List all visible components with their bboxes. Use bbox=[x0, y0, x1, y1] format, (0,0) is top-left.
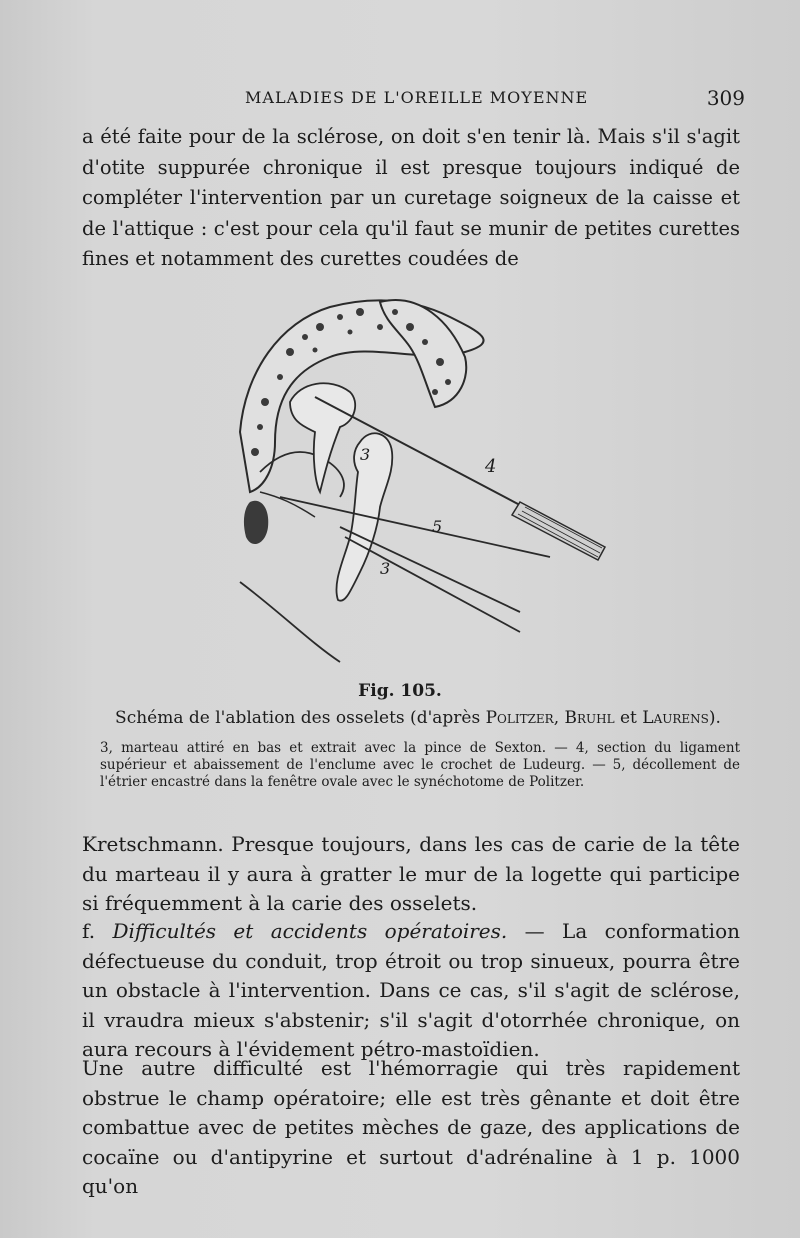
page-number: 309 bbox=[706, 86, 745, 110]
paragraph-3-lead: f. bbox=[82, 919, 113, 943]
caption-sep-2: et bbox=[614, 708, 643, 728]
paragraph-3 bbox=[82, 917, 740, 1065]
bone-fragment bbox=[244, 501, 268, 544]
caption-prefix: Schéma de l'ablation des osselets (d'après bbox=[115, 708, 486, 728]
caption-author-politzer: Politzer bbox=[485, 708, 554, 728]
figure-label-3-top: 3 bbox=[360, 445, 371, 464]
incus bbox=[290, 383, 355, 492]
figure-label-4: 4 bbox=[485, 456, 497, 477]
paragraph-4: Une autre difficulté est l'hémorragie qui très rapidement obstrue le champ opératoire; elle est très gênante et doit être combattue avec de petites mèches de gaze, des applications de cocaïne ou d'antipyrine et surtout d'adrénaline à 1 p. 1000 qu'on bbox=[82, 1056, 740, 1198]
figure-label-5: 5 bbox=[432, 517, 443, 536]
instrument-forceps-b bbox=[345, 537, 520, 632]
instrument-synechotome bbox=[280, 497, 550, 557]
canal-floor bbox=[240, 582, 340, 662]
membrane bbox=[260, 492, 315, 517]
figure-label-3-bottom: 3 bbox=[380, 559, 391, 578]
paragraph-3-body: — La conformation défectueuse du conduit, trop étroit ou trop sinueux, pourra être un obstacle à l'intervention. Dans ce cas, s'il s'agit de sclérose, il vraudra mieux s'abstenir; s'il s'agit d'otorrhée chronique, on aura recours à l'évidement pétro-mastoïdien. bbox=[82, 919, 741, 1061]
caption-end: ). bbox=[708, 708, 721, 728]
running-title: MALADIES DE L'OREILLE MOYENNE bbox=[245, 88, 589, 107]
caption-sep-1: , bbox=[553, 708, 565, 728]
caption-author-laurens: Laurens bbox=[642, 708, 709, 728]
figure-ossicle-illustration bbox=[220, 282, 610, 672]
section-heading-difficultes: Difficultés et accidents opératoires. bbox=[112, 919, 508, 943]
paragraph-1: a été faite pour de la sclérose, on doit s'en tenir là. Mais s'il s'agit d'otite suppurée chronique il est presque toujours indiqué de compléter l'intervention par un curetage soigneux de la caisse et de l'attique : c'est pour cela qu'il faut se munir de petites curettes fines et notamment des curettes coudées de bbox=[82, 125, 740, 270]
figure-caption bbox=[88, 706, 748, 730]
figure-number: Fig. 105. bbox=[358, 681, 442, 701]
paragraph-2: Kretschmann. Presque toujours, dans les cas de carie de la tête du marteau il y aura à gratter le mur de la logette qui participe si fréquemment à la carie des osselets. bbox=[82, 832, 740, 915]
running-header bbox=[245, 88, 745, 112]
instrument-forceps-a bbox=[340, 527, 520, 612]
figure-legend: 3, marteau attiré en bas et extrait avec la pince de Sexton. — 4, section du ligament supérieur et abaissement de l'enclume avec le crochet de Ludeurg. — 5, décollement de l'étrier encastré dans la fenêtre ovale avec le synéchotome de Politzer. bbox=[100, 740, 740, 790]
caption-author-bruhl: Bruhl bbox=[564, 708, 615, 728]
